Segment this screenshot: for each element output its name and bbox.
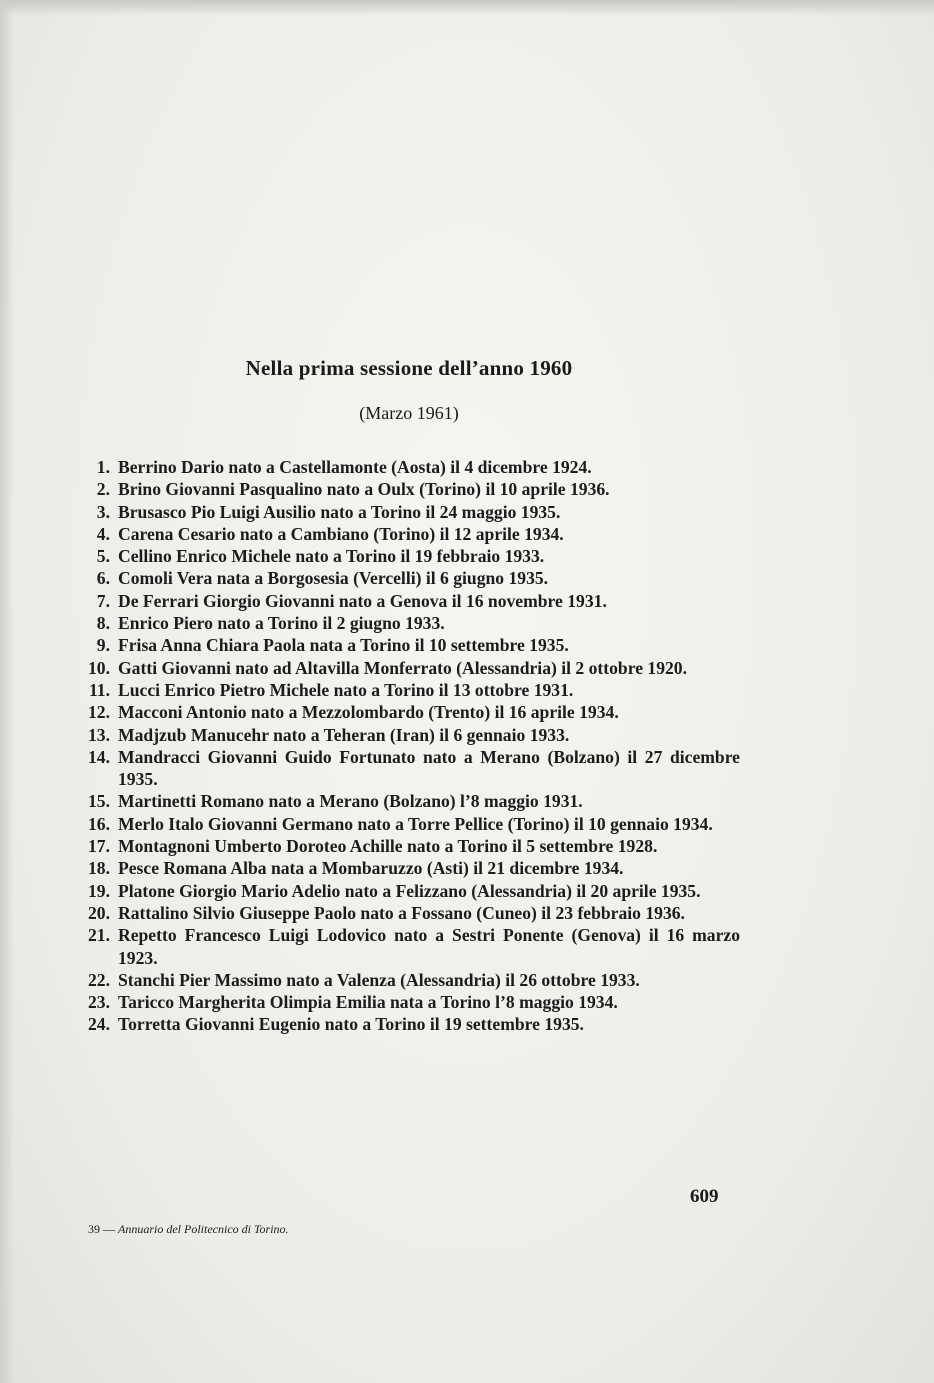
list-item-number: 8.: [96, 613, 110, 634]
section-title: Nella prima sessione dell’anno 1960: [245, 356, 573, 380]
list-item-text: Stanchi Pier Massimo nato a Valenza (Alessandria) il 26 ottobre 1933.: [118, 969, 640, 990]
list-item-text: Montagnoni Umberto Doroteo Achille nato a Torino il 5 settembre 1928.: [118, 836, 658, 857]
list-item-text: Brino Giovanni Pasqualino nato a Oulx (Torino) il 10 aprile 1936.: [118, 479, 610, 500]
list-item-text: Taricco Margherita Olimpia Emilia nata a Torino l’8 maggio 1934.: [118, 992, 618, 1013]
list-item-number: 13.: [88, 724, 110, 745]
footer-publication: Annuario del Politecnico di Torino.: [118, 1222, 289, 1236]
list-item-text: Brusasco Pio Luigi Ausilio nato a Torino il 24 maggio 1935.: [118, 501, 561, 522]
list-item: [70, 790, 740, 812]
list-item: [70, 857, 740, 879]
list-item-number: 12.: [88, 702, 110, 723]
list-item-number: 4.: [96, 523, 110, 544]
list-item-text: Enrico Piero nato a Torino il 2 giugno 1933.: [118, 613, 445, 634]
list-item: [70, 545, 740, 567]
list-item: [70, 612, 740, 634]
list-item-text: Rattalino Silvio Giuseppe Paolo nato a Fossano (Cuneo) il 23 febbraio 1936.: [118, 902, 685, 923]
list-item-number: 24.: [88, 1014, 110, 1035]
list-item-number: 2.: [96, 479, 110, 500]
list-item-text: Lucci Enrico Pietro Michele nato a Torino il 13 ottobre 1931.: [118, 679, 574, 700]
list-item: [70, 634, 740, 656]
list-item-number: 5.: [96, 546, 110, 567]
list-item-number: 16.: [88, 813, 110, 834]
list-item-number: 7.: [96, 590, 110, 611]
list-item-text: Gatti Giovanni nato ad Altavilla Monferrato (Alessandria) il 2 ottobre 1920.: [118, 657, 688, 678]
list-item-number: 14.: [88, 746, 110, 767]
list-item-text: Platone Giorgio Mario Adelio nato a Felizzano (Alessandria) il 20 aprile 1935.: [118, 880, 701, 901]
list-item-number: 17.: [88, 836, 110, 857]
list-item: [70, 701, 740, 723]
list-item: [70, 835, 740, 857]
list-item: [70, 590, 740, 612]
list-item-number: 10.: [88, 657, 110, 678]
list-item-number: 21.: [88, 925, 110, 946]
page-number: 609: [690, 1186, 719, 1207]
list-item: [70, 679, 740, 701]
list-item: [70, 456, 740, 478]
list-item: [70, 523, 740, 545]
list-item-text: Torretta Giovanni Eugenio nato a Torino il 19 settembre 1935.: [118, 1014, 584, 1035]
list-item: [70, 924, 740, 969]
list-item: [70, 724, 740, 746]
list-item-text: De Ferrari Giorgio Giovanni nato a Genova il 16 novembre 1931.: [118, 590, 607, 611]
list-item-text: Macconi Antonio nato a Mezzolombardo (Trento) il 16 aprile 1934.: [118, 702, 619, 723]
list-item: [70, 813, 740, 835]
page-footer: [88, 1222, 289, 1237]
list-item-number: 3.: [96, 501, 110, 522]
list-item-text: Comoli Vera nata a Borgosesia (Vercelli) il 6 giugno 1935.: [118, 568, 549, 589]
list-item-number: 1.: [96, 457, 110, 477]
list-item: [70, 746, 740, 791]
page-edge-left: [0, 0, 14, 1383]
list-item-number: 20.: [88, 902, 110, 923]
list-item-text: Pesce Romana Alba nata a Mombaruzzo (Asti) il 21 dicembre 1934.: [118, 858, 624, 879]
list-item-number: 15.: [88, 791, 110, 812]
list-item: [70, 880, 740, 902]
list-item: [70, 969, 740, 991]
graduates-list: [70, 456, 740, 1036]
list-item: [70, 657, 740, 679]
list-item-number: 19.: [88, 880, 110, 901]
list-item: [70, 902, 740, 924]
page-edge-top: [0, 0, 934, 16]
list-item: [70, 567, 740, 589]
list-item-text: Madjzub Manucehr nato a Teheran (Iran) il 6 gennaio 1933.: [118, 724, 570, 745]
list-item: [70, 1013, 740, 1035]
list-item-text: Berrino Dario nato a Castellamonte (Aosta) il 4 dicembre 1924.: [118, 457, 592, 477]
list-item-text: Frisa Anna Chiara Paola nata a Torino il 10 settembre 1935.: [118, 635, 569, 656]
list-item-text: Martinetti Romano nato a Merano (Bolzano) l’8 maggio 1931.: [118, 791, 583, 812]
list-item-number: 9.: [96, 635, 110, 656]
list-item-text: Cellino Enrico Michele nato a Torino il 19 febbraio 1933.: [118, 546, 545, 567]
section-subtitle: (Marzo 1961): [359, 403, 459, 423]
list-item-number: 23.: [88, 992, 110, 1013]
list-item-text: Carena Cesario nato a Cambiano (Torino) il 12 aprile 1934.: [118, 523, 564, 544]
list-item-text: Repetto Francesco Luigi Lodovico nato a Sestri Ponente (Genova) il 16 marzo 1923.: [118, 925, 740, 968]
list-item-text: Mandracci Giovanni Guido Fortunato nato a Merano (Bolzano) il 27 dicembre 1935.: [118, 746, 740, 790]
list-item-number: 11.: [88, 679, 110, 700]
list-item-number: 18.: [88, 858, 110, 879]
list-item-number: 22.: [88, 969, 110, 990]
list-item-number: 6.: [96, 568, 110, 589]
footer-sheet-mark: 39 —: [88, 1222, 115, 1236]
list-item: [70, 501, 740, 523]
list-item: [70, 478, 740, 500]
list-item: [70, 991, 740, 1013]
list-item-text: Merlo Italo Giovanni Germano nato a Torre Pellice (Torino) il 10 gennaio 1934.: [118, 813, 713, 834]
